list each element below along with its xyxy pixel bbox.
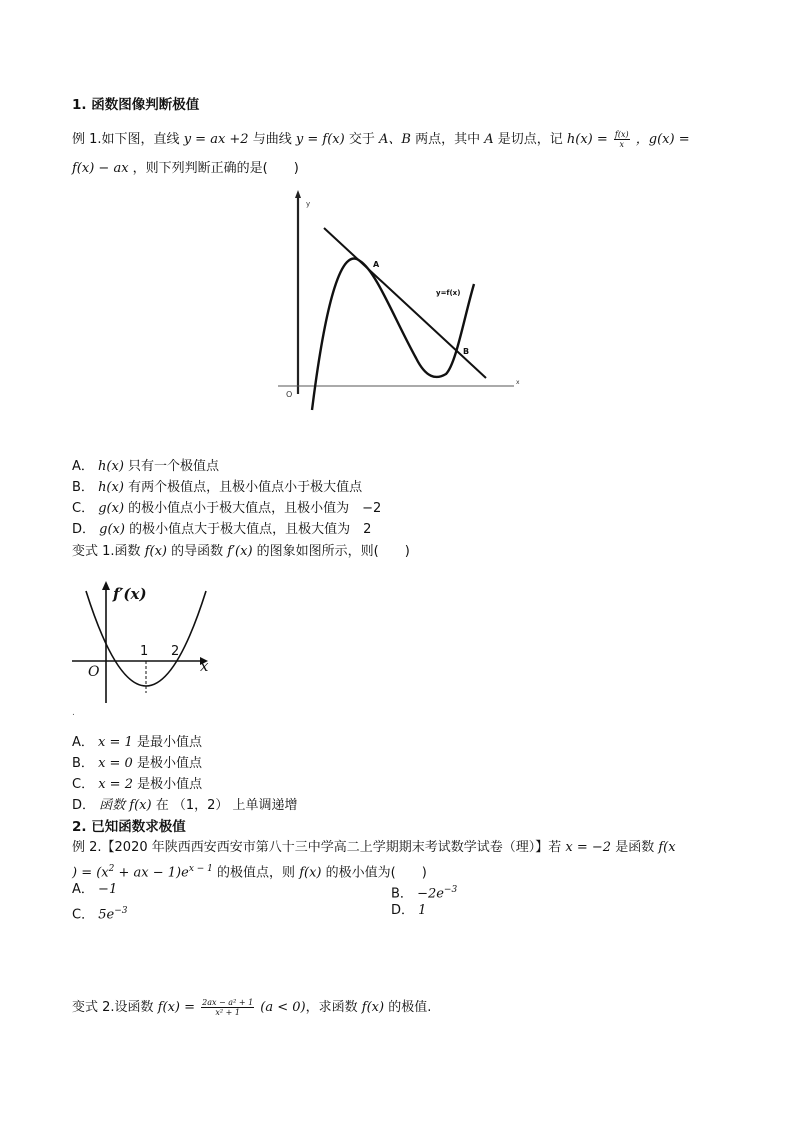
graph-2-x-label: x — [200, 657, 209, 675]
example-2-condition: x = −2 — [565, 840, 612, 855]
point-b-marker: B — [463, 347, 470, 356]
graph-2-origin: O — [88, 664, 100, 680]
stray-dot: . — [72, 708, 75, 718]
option-text: 只有一个极值点 — [128, 459, 220, 474]
example-2-prefix: 例 2.【2020 年陕西西安西安市第八十三中学高二上学期期末考试数学试卷（理）】若 — [72, 840, 562, 855]
variant-1-fpx: f′(x) — [227, 544, 253, 559]
example-1-option-c — [72, 500, 381, 518]
option-sup: −3 — [443, 885, 458, 895]
example-2-line-1 — [72, 839, 676, 857]
option-sup: −3 — [114, 906, 128, 916]
example-2-option-b — [391, 881, 457, 903]
variant-2-suffix: 的极值. — [388, 1000, 432, 1015]
example-2-fx: f(x) — [299, 865, 322, 881]
option-letter: B． — [72, 756, 94, 771]
option-letter: D． — [72, 522, 96, 537]
section-2-heading: 2. 已知函数求极值 — [72, 819, 186, 835]
g-definition: ，g(x) = — [635, 132, 690, 147]
point-a-marker: A — [373, 260, 380, 269]
point-a-label: A — [484, 132, 494, 147]
text-with-curve: 与曲线 — [252, 132, 292, 147]
option-letter: A． — [72, 459, 94, 474]
option-math: h(x) — [98, 480, 124, 495]
g-expression: f(x) − ax — [72, 161, 129, 176]
option-letter: A． — [72, 735, 94, 750]
option-text: 是极小值点 — [136, 756, 202, 771]
example-2-expr-b: + ax − 1)e — [114, 865, 189, 881]
y-axis-arrow-icon — [102, 581, 110, 590]
y-axis-arrow-icon — [295, 190, 301, 198]
variant-2-numerator: 2ax − a² + 1 — [202, 998, 254, 1007]
option-math: x = 1 — [98, 735, 133, 750]
tangent-line — [324, 228, 486, 378]
option-text: 是最小值点 — [136, 735, 202, 750]
option-text: 的极小值点小于极大值点，且极小值为 −2 — [128, 501, 382, 516]
option-text: 的极小值点大于极大值点，且极大值为 2 — [129, 522, 372, 537]
curve-f — [312, 258, 474, 410]
example-2-sup-exp: x − 1 — [188, 864, 213, 874]
variant-1-graph — [70, 575, 220, 710]
graph-2-tick-1: 1 — [140, 644, 149, 659]
option-math: g(x) — [99, 522, 125, 537]
option-letter: C． — [72, 907, 95, 923]
line-equation: y = ax +2 — [183, 132, 249, 147]
graph-2-tick-2: 2 — [171, 644, 180, 659]
option-letter: C． — [72, 501, 95, 516]
variant-2-condition: (a < 0) — [260, 1000, 306, 1015]
graph-origin-label: O — [286, 390, 293, 399]
option-value: −2e — [417, 886, 444, 902]
option-letter: D． — [72, 798, 96, 813]
example-2-line-2 — [72, 860, 427, 882]
example-2-text: 的极值点，则 — [217, 865, 296, 881]
option-text: 是极小值点 — [137, 777, 203, 792]
h-numerator: f(x) — [614, 130, 629, 139]
variant-2-line — [72, 998, 431, 1017]
option-letter: B． — [72, 480, 94, 495]
example-1-line-2 — [72, 160, 299, 178]
variant-2-denominator: x² + 1 — [215, 1008, 240, 1017]
option-text: 在 （1，2） 上单调递增 — [155, 798, 298, 813]
variant-1-option-b — [72, 755, 202, 773]
example-2-sup-2: 2 — [108, 864, 115, 874]
option-math: h(x) — [98, 459, 124, 474]
example-1-question: ，则下列判断正确的是( ) — [132, 161, 299, 176]
variant-2-mid: ，求函数 — [305, 1000, 358, 1015]
example-2-mid: 是函数 — [615, 840, 655, 855]
variant-2-prefix: 变式 2.设函数 — [72, 1000, 154, 1015]
variant-2-fx: f(x) — [361, 1000, 385, 1015]
graph-y-label: y — [306, 200, 311, 208]
option-letter: C． — [72, 777, 95, 792]
variant-1-mid: 的导函数 — [171, 544, 224, 559]
option-letter: B． — [391, 886, 413, 902]
h-denominator: x — [619, 140, 625, 149]
option-math: g(x) — [98, 501, 125, 516]
variant-1-option-a — [72, 734, 202, 752]
example-2-end: 的极小值为( ) — [325, 865, 427, 881]
option-math: x = 2 — [98, 777, 133, 792]
variant-2-fraction — [201, 998, 254, 1017]
variant-1-fx: f(x) — [144, 544, 167, 559]
text-intersect: 交于 — [348, 132, 375, 147]
variant-1-option-c — [72, 776, 202, 794]
example-1-line-1 — [72, 130, 690, 149]
section-1-heading: 1. 函数图像判断极值 — [72, 97, 200, 113]
curve-label: y=f(x) — [436, 289, 461, 297]
example-2-option-c — [72, 902, 127, 924]
option-letter: D． — [391, 903, 415, 918]
curve-equation: y = f(x) — [295, 132, 345, 147]
example-1-option-b — [72, 479, 362, 497]
example-1-graph — [276, 188, 526, 414]
h-definition: h(x) = — [566, 132, 608, 147]
option-math: x = 0 — [98, 756, 133, 771]
example-2-fx-open: f(x — [658, 840, 676, 855]
option-letter: A． — [72, 882, 94, 897]
example-1-option-d — [72, 521, 371, 539]
variant-1-prefix: 变式 1.函数 — [72, 544, 141, 559]
example-2-expr-a: ) = (x — [72, 865, 109, 881]
example-1-intro: 例 1.如下图，直线 — [72, 132, 180, 147]
variant-1-line — [72, 543, 410, 561]
option-math: 函数 f(x) — [99, 798, 152, 813]
example-2-option-a — [72, 881, 117, 899]
option-value: −1 — [98, 882, 118, 897]
graph-x-label: x — [516, 379, 520, 386]
variant-1-option-d — [72, 797, 298, 815]
h-fraction — [614, 130, 630, 149]
example-1-option-a — [72, 458, 219, 476]
variant-1-suffix: 的图象如图所示，则( ) — [256, 544, 410, 559]
option-value: 5e — [98, 907, 115, 923]
example-2-option-d — [391, 902, 426, 920]
points-ab: A、B — [378, 132, 411, 147]
text-two-points: 两点，其中 — [415, 132, 481, 147]
option-value: 1 — [418, 903, 427, 918]
graph-2-y-label: f′(x) — [113, 585, 147, 603]
variant-2-fx-left: f(x) = — [157, 1000, 195, 1015]
option-text: 有两个极值点，且极小值点小于极大值点 — [128, 480, 363, 495]
text-tangent: 是切点，记 — [497, 132, 563, 147]
